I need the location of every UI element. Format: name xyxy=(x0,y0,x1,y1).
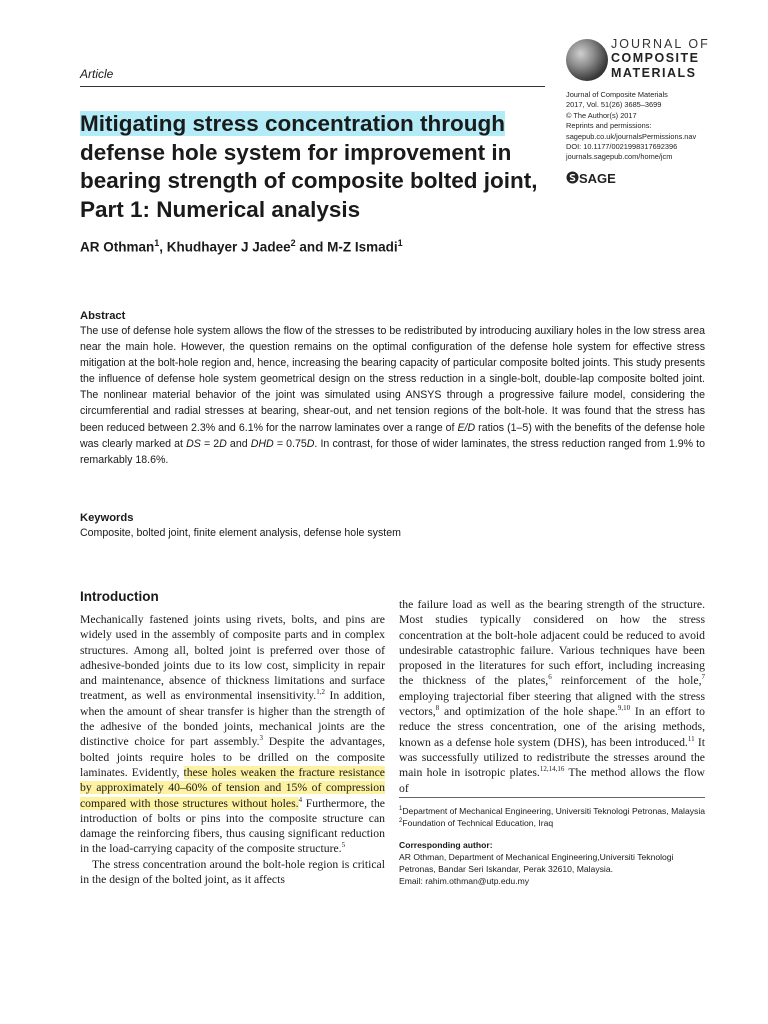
citation-ref[interactable]: 9,10 xyxy=(617,704,631,713)
body-text: Mechanically fastened joints using rivets, bolts, and pins are widely used in the assembly of composite parts and in complex structures. Among all, bolted joint is preferred over those of adhesive-bonded joints due to its low cost, simplicity in repair and maintenance, absence of thickness limitations and surface treatment, as well as environmental insensitivity. xyxy=(80,613,385,703)
citation-ref[interactable]: 4 xyxy=(298,795,303,804)
abstract-variable: DS xyxy=(186,437,201,450)
article-type-label: Article xyxy=(80,67,114,81)
publisher-logo xyxy=(566,171,616,186)
abstract-variable: D xyxy=(306,437,315,450)
keywords-list: Composite, bolted joint, finite element analysis, defense hole system xyxy=(80,527,401,539)
abstract-text-part: ratios (1–5) with the benefits of the defense hole was clearly marked at xyxy=(80,421,705,450)
corresponding-author-email[interactable]: Email: rahim.othman@utp.edu.my xyxy=(399,876,530,886)
doi-link[interactable]: DOI: 10.1177/0021998317692396 xyxy=(566,142,678,152)
journal-meta-block xyxy=(566,90,736,163)
left-column-body xyxy=(80,612,385,887)
highlighted-text: these holes weaken the fracture resistance by approximately 40–60% of tension and 15% of compression compared with those structures without holes. xyxy=(80,765,385,810)
citation-ref[interactable]: 1,2 xyxy=(316,688,325,697)
permissions-link[interactable]: sagepub.co.uk/journalsPermissions.nav xyxy=(566,131,697,141)
affiliation-number: 2 xyxy=(399,818,403,825)
header-divider xyxy=(80,86,545,87)
journal-logo-sphere-icon xyxy=(566,39,608,81)
sage-logo-icon xyxy=(566,171,579,184)
keywords-heading: Keywords xyxy=(80,512,134,524)
body-text: The method allows the flow of xyxy=(399,766,706,795)
publisher-name: SAGE xyxy=(579,171,616,186)
abstract-body xyxy=(80,323,705,468)
body-text: the failure load as well as the bearing strength of the structure. Most studies typically considered on how the stress concentration at the bolt-hole adjacent could be reduced to avoid undesirable catastrophic failure. Various techniques have been proposed in the literatures for such effort, including increasing the thickness of the plates, xyxy=(399,598,705,688)
abstract-variable: E/D xyxy=(457,421,476,434)
citation-ref[interactable]: 7 xyxy=(701,673,705,682)
citation-ref[interactable]: 6 xyxy=(548,673,552,682)
author-separator: and xyxy=(295,239,328,255)
citation-ref[interactable]: 12,14,16 xyxy=(539,765,565,774)
affiliation-2 xyxy=(399,817,709,829)
title-rest: defense hole system for improvement in bearing strength of composite bolted joint, Part 1: Numerical analysis xyxy=(80,139,538,222)
introduction-heading: Introduction xyxy=(80,589,159,604)
citation-ref[interactable]: 5 xyxy=(341,841,346,850)
author-list xyxy=(80,238,403,255)
author-affiliation-mark: 1 xyxy=(154,238,160,248)
affiliation-text: Foundation of Technical Education, Iraq xyxy=(402,818,554,828)
journal-name: Journal of Composite Materials xyxy=(566,90,668,99)
journal-logo xyxy=(566,36,716,86)
affiliation-number: 1 xyxy=(399,806,403,813)
author-affiliation-mark: 2 xyxy=(290,238,296,248)
abstract-text-part: . In contrast, for those of wider laminates, the stress reduction ranged from 1.9% to remarkably 18.6%. xyxy=(80,437,705,466)
abstract-variable: DHD xyxy=(250,437,274,450)
abstract-heading: Abstract xyxy=(80,310,126,322)
journal-logo-line1: JOURNAL OF xyxy=(611,37,710,51)
body-text: employing trajectorial fiber steering that aligned with the stress vectors, xyxy=(399,689,705,719)
paper-title xyxy=(80,110,550,224)
abstract-text-part: The use of defense hole system allows the flow of the stresses to be redistributed by introducing auxiliary holes in the low stress area near the main hole. However, the question remains on the optimal configuration of the defense hole system for effective stress mitigation at the bolt-hole region and, hence, increasing the bearing capacity of particular composite bolted joints. This study presents the influence of defense hole system geometrical design on the stress reduction in a single-bolt, double-lap composite bolted joint. The nonlinear material behavior of the joint was simulated using ANSYS through a progressive failure model, considering the circumferential and radial stresses at bearing, shear-out, and net tension regions of the bolt-hole. It was found that the stress has been reduced between 2.3% and 6.1% for the narrow laminates over a range of xyxy=(80,325,705,434)
body-text: Despite the advantages, bolted joints require holes to be drilled on the composite laminates. Evidently, xyxy=(80,735,385,779)
body-text: In an effort to reduce the stress concentration, one of the arising methods, known as a defense hole system (DHS), has been introduced. xyxy=(399,705,706,749)
journal-volume: 2017, Vol. 51(26) 3685–3699 xyxy=(566,100,662,110)
right-column-body xyxy=(399,597,705,796)
body-text: and optimization of the hole shape. xyxy=(439,705,618,719)
affiliation-text: Department of Mechanical Engineering, Universiti Teknologi Petronas, Malaysia xyxy=(402,806,706,816)
author-name[interactable]: Khudhayer J Jadee xyxy=(166,239,291,255)
intro-paragraph-2: The stress concentration around the bolt-hole region is critical in the design of the bolted joint, as it affects xyxy=(80,857,385,887)
abstract-variable: D xyxy=(219,437,227,450)
author-affiliation-mark: 1 xyxy=(397,238,403,248)
journal-logo-line3: MATERIALS xyxy=(611,66,697,80)
body-text: In addition, when the amount of shear transfer is higher than the strength of the adhesive of the bonded joints, mechanical joints are the distinctive choice for part assembly. xyxy=(80,689,385,749)
intro-paragraph-1 xyxy=(80,612,385,857)
citation-ref[interactable]: 11 xyxy=(687,734,695,743)
body-text: It was successfully utilized to redistribute the stresses around the main hole in isotropic plates. xyxy=(399,735,705,780)
journal-logo-line2: COMPOSITE xyxy=(611,51,700,65)
body-text: Furthermore, the introduction of bolts or pins into the composite structure can damage the reinforcing fibers, thus causing significant reduction in the load-carrying capacity of the composite structure. xyxy=(80,796,385,856)
corresponding-author-address: AR Othman, Department of Mechanical Engineering,Universiti Teknologi Petronas, Bandar Seri Iskandar, Perak 32610, Malaysia. xyxy=(399,852,674,874)
author-separator: , xyxy=(159,239,167,255)
reprints-label: Reprints and permissions: xyxy=(566,121,652,131)
footnote-divider xyxy=(399,797,705,798)
corresponding-author-heading: Corresponding author: xyxy=(399,840,493,850)
body-text: reinforcement of the hole, xyxy=(551,674,702,688)
title-highlighted-part: Mitigating stress concentration through xyxy=(80,111,506,136)
abstract-text-part: = 2 xyxy=(200,437,220,450)
abstract-text-part: = 0.75 xyxy=(273,437,307,450)
copyright-line: © The Author(s) 2017 xyxy=(566,110,637,120)
footnote-spacer xyxy=(399,829,709,839)
citation-ref[interactable]: 8 xyxy=(435,704,440,713)
author-name[interactable]: AR Othman xyxy=(80,239,155,255)
abstract-text-part: and xyxy=(226,437,251,450)
author-name[interactable]: M-Z Ismadi xyxy=(327,239,398,255)
journal-home-link[interactable]: journals.sagepub.com/home/jcm xyxy=(566,152,673,162)
citation-ref[interactable]: 3 xyxy=(259,734,264,743)
affiliation-1 xyxy=(399,805,709,817)
footnotes xyxy=(399,805,709,887)
